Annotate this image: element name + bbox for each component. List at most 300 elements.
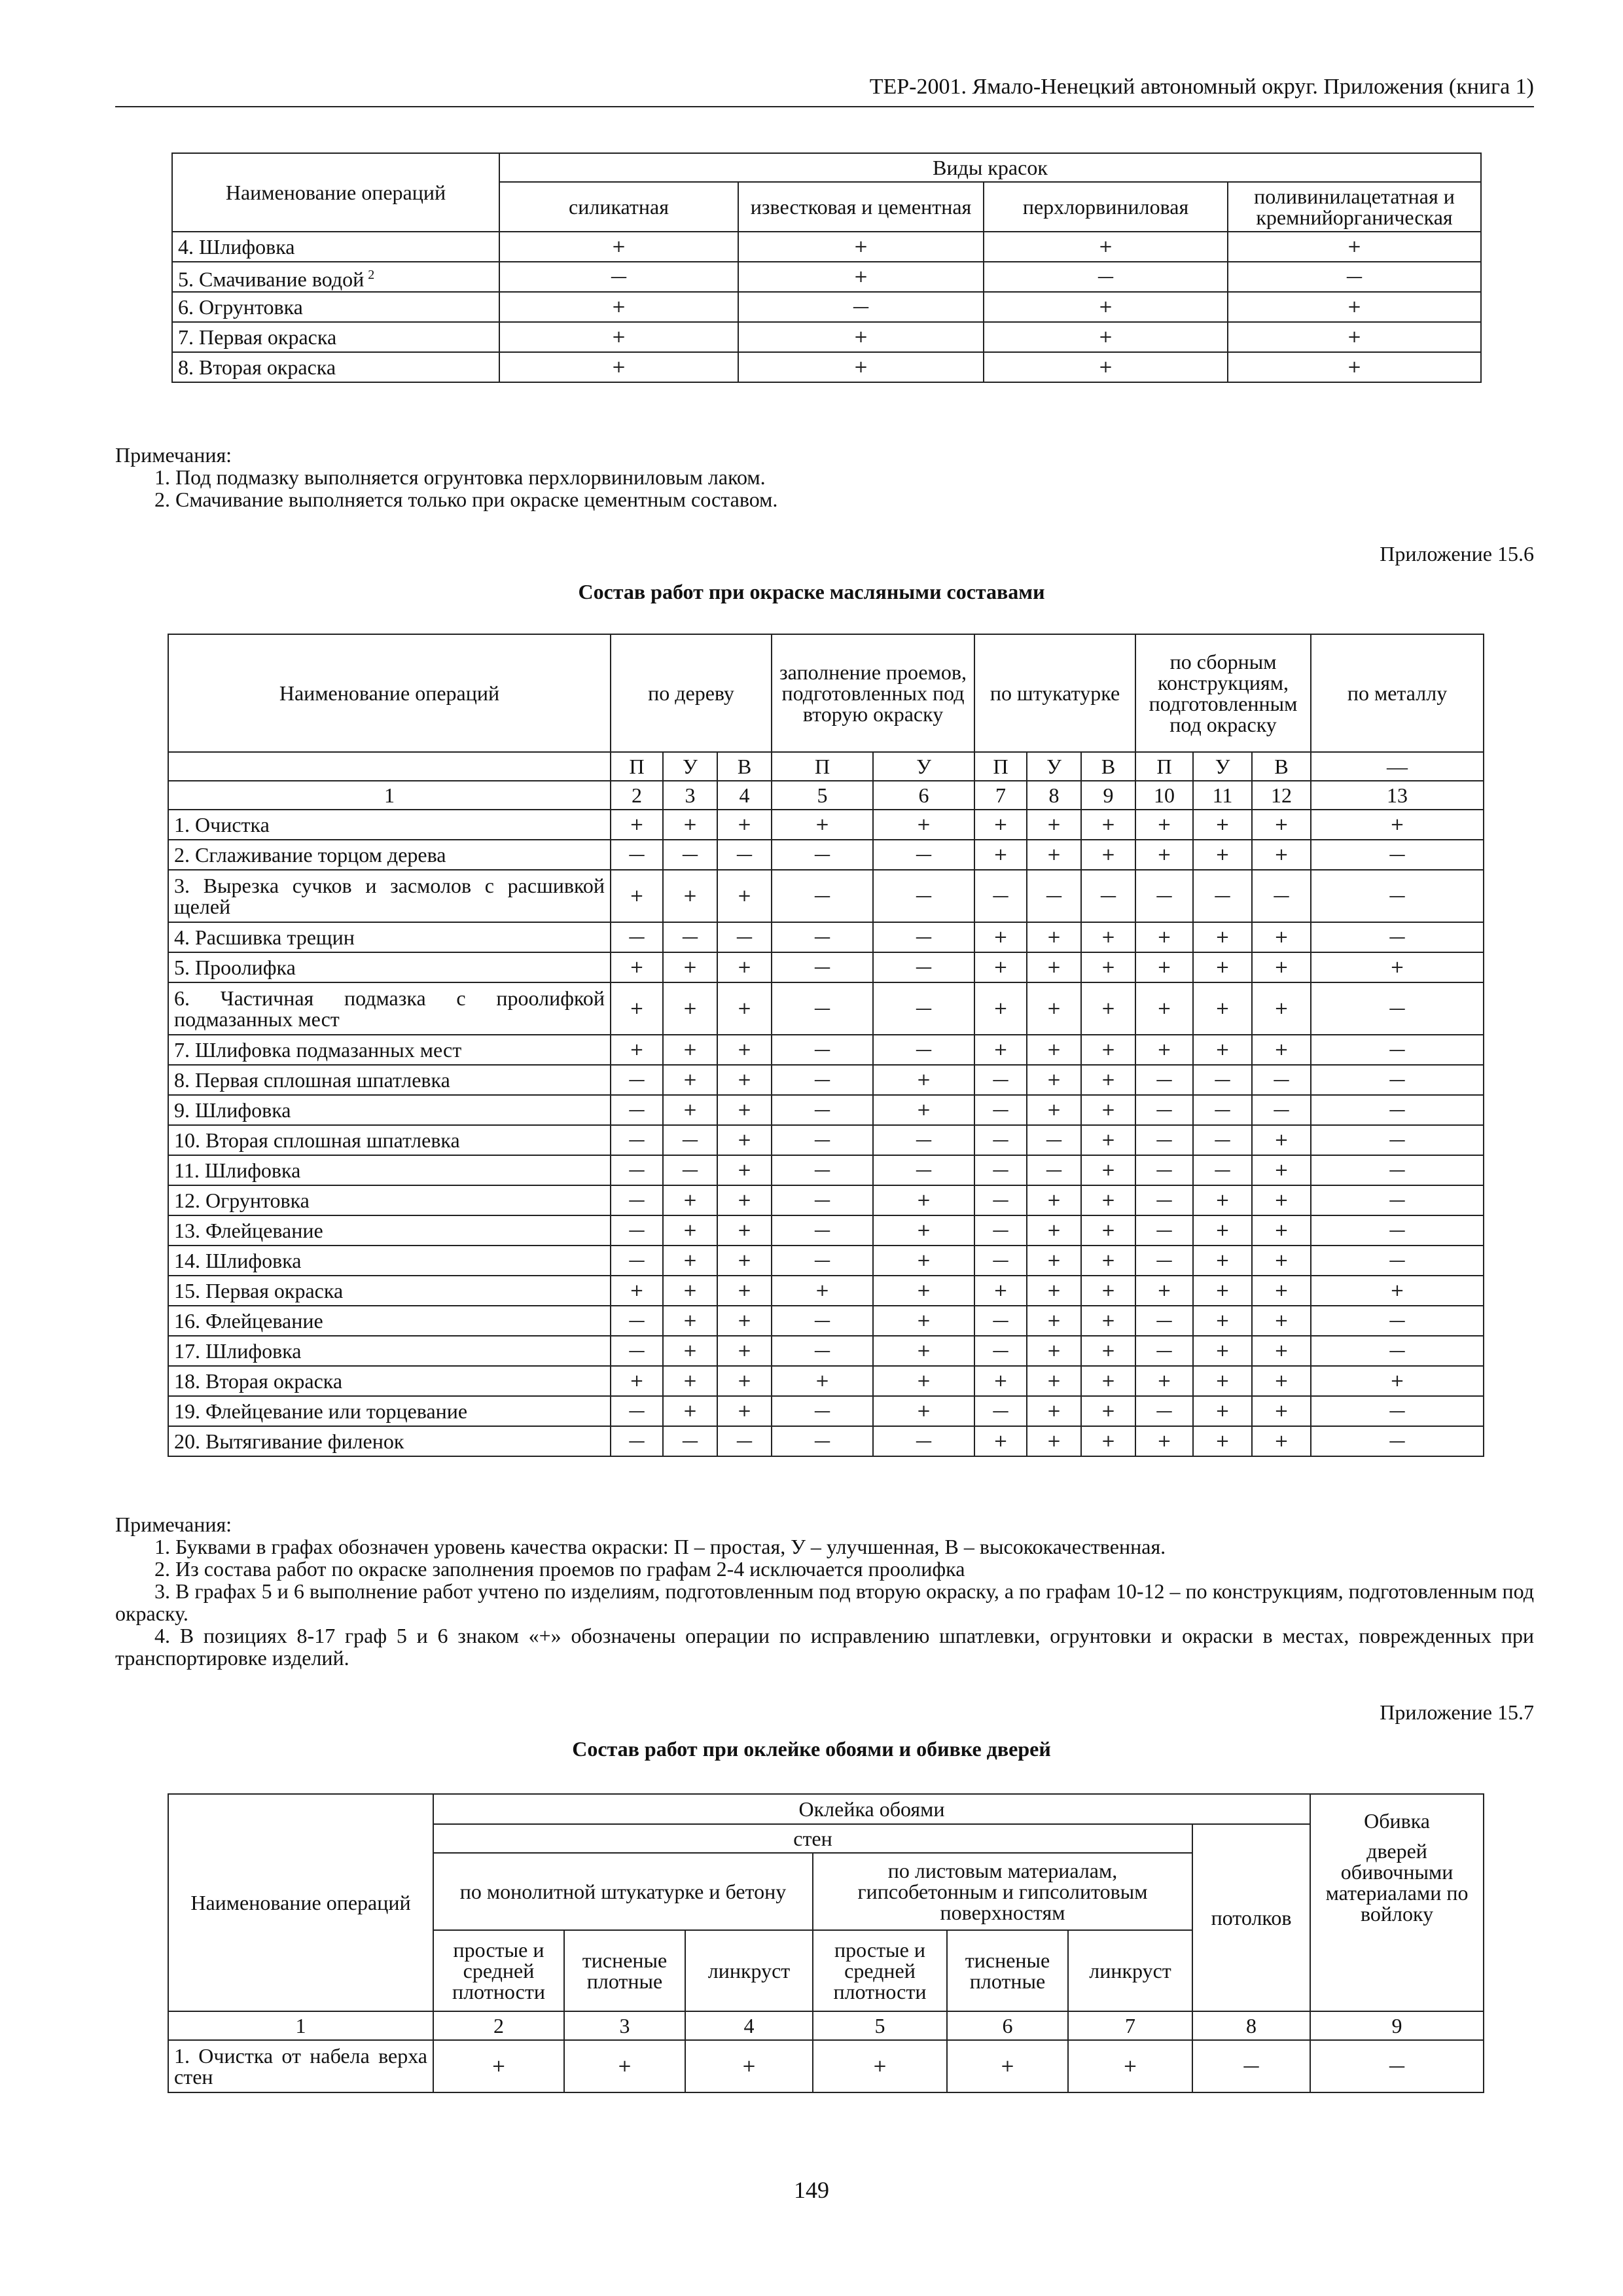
cell-mark: + xyxy=(1252,922,1311,952)
cell-mark: + xyxy=(1081,1215,1135,1246)
cell-mark: + xyxy=(738,232,984,262)
cell-mark: + xyxy=(1027,1306,1081,1336)
paint-types-table xyxy=(171,152,1482,383)
cell-mark: + xyxy=(1081,1185,1135,1215)
operation-label: 7. Первая окраска xyxy=(178,325,337,349)
paint-type-header: известковая и цементная xyxy=(738,182,984,232)
cell-mark: + xyxy=(717,1125,772,1155)
cell-mark: — xyxy=(717,922,772,952)
cell-mark: + xyxy=(1081,1336,1135,1366)
column-number: 9 xyxy=(1310,2011,1484,2040)
cell-mark: — xyxy=(1135,1306,1193,1336)
cell-mark: + xyxy=(1081,952,1135,982)
cell-mark: + xyxy=(717,1095,772,1125)
cell-mark: + xyxy=(717,1185,772,1215)
cell-mark: + xyxy=(1193,1246,1252,1276)
upholstery-text: дверей обивочными материалами по войлоку xyxy=(1325,1839,1469,1926)
cell-mark: — xyxy=(1311,1426,1484,1456)
cell-mark: + xyxy=(873,810,974,840)
column-number: 1 xyxy=(168,2011,433,2040)
cell-mark: + xyxy=(611,952,663,982)
operation-name: 13. Флейцевание xyxy=(168,1215,611,1246)
cell-mark: + xyxy=(1228,352,1481,382)
cell-mark: — xyxy=(772,1155,873,1185)
cell-mark: + xyxy=(717,952,772,982)
cell-mark: — xyxy=(663,1125,717,1155)
cell-mark: + xyxy=(1135,1426,1193,1456)
quality-letter: В xyxy=(1252,752,1311,781)
table-row xyxy=(168,1155,1484,1185)
cell-mark: — xyxy=(772,922,873,952)
operation-name: 15. Первая окраска xyxy=(168,1276,611,1306)
cell-mark: + xyxy=(717,810,772,840)
cell-mark: + xyxy=(663,1215,717,1246)
cell-mark: + xyxy=(717,1366,772,1396)
cell-mark: + xyxy=(717,1246,772,1276)
cell-mark: — xyxy=(611,1065,663,1095)
note-item: 1. Под подмазку выполняется огрунтовка перхлорвиниловым лаком. xyxy=(154,465,766,489)
cell-mark: + xyxy=(1252,1155,1311,1185)
cell-mark: — xyxy=(611,1426,663,1456)
column-number: 8 xyxy=(1192,2011,1310,2040)
column-number: 10 xyxy=(1135,781,1193,810)
cell-mark: + xyxy=(1252,1035,1311,1065)
cell-mark: — xyxy=(974,1065,1027,1095)
cell-mark: — xyxy=(772,1306,873,1336)
column-number: 8 xyxy=(1027,781,1081,810)
cell-mark: — xyxy=(1311,1215,1484,1246)
section-title: Состав работ при окраске масляными составами xyxy=(578,580,1045,603)
note-item: 2. Смачивание выполняется только при окраске цементным составом. xyxy=(154,488,778,511)
cell-mark: + xyxy=(663,1035,717,1065)
cell-mark: + xyxy=(1027,1215,1081,1246)
table-row xyxy=(172,232,1481,262)
cell-mark: — xyxy=(1252,1095,1311,1125)
operation-name: 7. Шлифовка подмазанных мест xyxy=(168,1035,611,1065)
cell-mark: + xyxy=(1228,292,1481,322)
table-row xyxy=(168,1336,1484,1366)
cell-mark: + xyxy=(1228,232,1481,262)
cell-mark: + xyxy=(1027,1366,1081,1396)
cell-mark: — xyxy=(717,840,772,870)
group-header: по металлу xyxy=(1311,634,1484,752)
cell-mark: + xyxy=(1193,1185,1252,1215)
cell-mark: — xyxy=(611,840,663,870)
note-item: 1. Буквами в графах обозначен уровень качества окраски: П – простая, У – улучшенная, В – высококачественная. xyxy=(154,1535,1166,1558)
cell-mark: — xyxy=(974,1396,1027,1426)
column-number: 13 xyxy=(1311,781,1484,810)
cell-mark: — xyxy=(1135,1065,1193,1095)
cell-mark: — xyxy=(717,1426,772,1456)
cell-mark: + xyxy=(1193,922,1252,952)
upholstery-header xyxy=(1310,1794,1484,2011)
appendix-label: Приложение 15.6 xyxy=(1380,542,1534,565)
cell-mark: — xyxy=(974,870,1027,922)
cell-mark: — xyxy=(1135,1215,1193,1246)
cell-mark: — xyxy=(772,840,873,870)
operation-name: 8. Первая сплошная шпатлевка xyxy=(168,1065,611,1095)
cell-mark: — xyxy=(663,840,717,870)
cell-mark: + xyxy=(717,982,772,1035)
cell-mark: — xyxy=(1311,1095,1484,1125)
operation-name: 17. Шлифовка xyxy=(168,1336,611,1366)
cell-mark: + xyxy=(1027,810,1081,840)
operation-name: 19. Флейцевание или торцевание xyxy=(168,1396,611,1426)
cell-mark: + xyxy=(611,982,663,1035)
operation-name: 2. Сглаживание торцом дерева xyxy=(168,840,611,870)
cell-mark: — xyxy=(772,1215,873,1246)
cell-mark: — xyxy=(611,1155,663,1185)
cell-mark: + xyxy=(1252,1276,1311,1306)
operation-name: 10. Вторая сплошная шпатлевка xyxy=(168,1125,611,1155)
cell-mark: + xyxy=(974,1366,1027,1396)
ceilings-header: потолков xyxy=(1192,1824,1310,2011)
operation-name xyxy=(172,322,499,352)
table-row xyxy=(168,1065,1484,1095)
table-row xyxy=(168,1246,1484,1276)
wallpaper-group-header: Оклейка обоями xyxy=(433,1794,1310,1824)
cell-mark: — xyxy=(873,1125,974,1155)
table-row xyxy=(168,840,1484,870)
cell-mark: — xyxy=(772,982,873,1035)
cell-mark: + xyxy=(1252,1426,1311,1456)
cell-mark: + xyxy=(974,952,1027,982)
cell-mark: — xyxy=(772,1246,873,1276)
operations-header: Наименование операций xyxy=(172,153,499,232)
operation-name xyxy=(172,352,499,382)
cell-mark: — xyxy=(611,1125,663,1155)
cell-mark: + xyxy=(1252,840,1311,870)
table-row xyxy=(168,1276,1484,1306)
cell-mark: — xyxy=(1135,1185,1193,1215)
cell-mark: — xyxy=(1193,1155,1252,1185)
cell-mark: + xyxy=(717,1215,772,1246)
cell-mark: + xyxy=(717,1336,772,1366)
footnote-marker: 2 xyxy=(368,267,375,282)
operation-name: 6. Частичная подмазка с проолифкой подмазанных мест xyxy=(168,982,611,1035)
column-number: 2 xyxy=(611,781,663,810)
cell-mark: + xyxy=(1311,1276,1484,1306)
column-number: 3 xyxy=(564,2011,685,2040)
cell-mark: + xyxy=(1228,322,1481,352)
cell-mark: + xyxy=(1081,810,1135,840)
column-number: 7 xyxy=(974,781,1027,810)
cell-mark: + xyxy=(984,292,1228,322)
cell-mark: + xyxy=(433,2040,564,2092)
table-row xyxy=(168,1035,1484,1065)
cell-mark: + xyxy=(663,1396,717,1426)
cell-mark: + xyxy=(1081,1426,1135,1456)
operations-header: Наименование операций xyxy=(168,634,611,752)
operation-label: 4. Шлифовка xyxy=(178,235,295,259)
cell-mark: + xyxy=(1027,1095,1081,1125)
cell-mark: — xyxy=(1135,1155,1193,1185)
cell-mark: + xyxy=(873,1095,974,1125)
cell-mark: + xyxy=(873,1276,974,1306)
operation-name: 16. Флейцевание xyxy=(168,1306,611,1336)
paint-types-header: Виды красок xyxy=(499,153,1481,182)
cell-mark: — xyxy=(974,1215,1027,1246)
wallpaper-type-header: тисненые плотные xyxy=(947,1930,1068,2011)
column-number: 3 xyxy=(663,781,717,810)
cell-mark: — xyxy=(1311,840,1484,870)
operation-name: 4. Расшивка трещин xyxy=(168,922,611,952)
notes-block-2 xyxy=(115,1513,1534,1669)
cell-mark: + xyxy=(1193,1426,1252,1456)
cell-mark: + xyxy=(717,1396,772,1426)
cell-mark: + xyxy=(663,982,717,1035)
operation-label: 5. Смачивание водой xyxy=(178,267,365,291)
cell-mark: — xyxy=(1027,870,1081,922)
cell-mark: — xyxy=(1252,870,1311,922)
wallpaper-type-header: простые и средней плотности xyxy=(813,1930,947,2011)
cell-mark: + xyxy=(1135,922,1193,952)
cell-mark: + xyxy=(1027,1065,1081,1095)
cell-mark: — xyxy=(1193,870,1252,922)
table-row xyxy=(168,810,1484,840)
cell-mark: + xyxy=(1027,1396,1081,1426)
operation-name: 3. Вырезка сучков и засмолов с расшивкой щелей xyxy=(168,870,611,922)
operation-name: 5. Проолифка xyxy=(168,952,611,982)
table-row xyxy=(172,352,1481,382)
cell-mark: + xyxy=(1193,1215,1252,1246)
notes-heading: Примечания: xyxy=(115,443,232,467)
table-row xyxy=(168,1215,1484,1246)
cell-mark: — xyxy=(1311,1065,1484,1095)
cell-mark: + xyxy=(1311,952,1484,982)
cell-mark: + xyxy=(873,1396,974,1426)
cell-mark: + xyxy=(1252,1125,1311,1155)
operation-name: 1. Очистка от набела верха стен xyxy=(168,2040,433,2092)
cell-mark: — xyxy=(873,952,974,982)
notes-heading: Примечания: xyxy=(115,1513,232,1536)
cell-mark: — xyxy=(1135,1336,1193,1366)
group-header: по сборным конструкциям, подготовленным под окраску xyxy=(1135,634,1311,752)
cell-mark: — xyxy=(974,1155,1027,1185)
quality-letter: В xyxy=(1081,752,1135,781)
cell-mark: + xyxy=(738,322,984,352)
wallpaper-type-header: линкруст xyxy=(1068,1930,1192,2011)
cell-mark: — xyxy=(974,1246,1027,1276)
cell-mark: + xyxy=(663,1095,717,1125)
cell-mark: — xyxy=(873,1155,974,1185)
cell-mark: + xyxy=(717,1306,772,1336)
cell-mark: + xyxy=(611,810,663,840)
cell-mark: — xyxy=(984,262,1228,292)
upholstery-title: Обивка xyxy=(1364,1809,1430,1833)
cell-mark: — xyxy=(974,1095,1027,1125)
cell-mark: — xyxy=(1027,1125,1081,1155)
cell-mark: + xyxy=(1252,1306,1311,1336)
monolithic-subheader: по монолитной штукатурке и бетону xyxy=(433,1853,813,1930)
cell-mark: — xyxy=(1135,1125,1193,1155)
table-row xyxy=(168,922,1484,952)
table-row xyxy=(168,2040,1484,2092)
cell-mark: + xyxy=(611,1366,663,1396)
quality-letter: П xyxy=(974,752,1027,781)
cell-mark: + xyxy=(663,952,717,982)
cell-mark: — xyxy=(1310,2040,1484,2092)
operation-name xyxy=(172,232,499,262)
cell-mark: + xyxy=(1135,810,1193,840)
operation-label: 8. Вторая окраска xyxy=(178,355,336,379)
cell-mark: + xyxy=(611,870,663,922)
cell-mark: — xyxy=(738,292,984,322)
section-title: Состав работ при оклейке обоями и обивке дверей xyxy=(572,1737,1051,1761)
cell-mark: — xyxy=(663,1426,717,1456)
cell-mark: + xyxy=(1135,1366,1193,1396)
operation-name: 18. Вторая окраска xyxy=(168,1366,611,1396)
cell-mark: + xyxy=(1252,1185,1311,1215)
quality-letter: П xyxy=(611,752,663,781)
cell-mark: + xyxy=(564,2040,685,2092)
cell-mark: + xyxy=(974,1276,1027,1306)
table-row xyxy=(168,1125,1484,1155)
cell-mark: + xyxy=(1081,1035,1135,1065)
cell-mark: + xyxy=(873,1246,974,1276)
cell-mark: — xyxy=(1311,982,1484,1035)
cell-mark: + xyxy=(663,870,717,922)
cell-mark: — xyxy=(1193,1095,1252,1125)
operation-name xyxy=(172,262,499,292)
cell-mark: — xyxy=(1135,870,1193,922)
cell-mark: + xyxy=(1252,1246,1311,1276)
cell-mark: + xyxy=(717,1035,772,1065)
quality-letter: П xyxy=(772,752,873,781)
operation-label: 6. Огрунтовка xyxy=(178,295,303,319)
cell-mark: — xyxy=(772,1035,873,1065)
note-item: 3. В графах 5 и 6 выполнение работ учтено по изделиям, подготовленным под вторую окраску, а по графам 10-12 – по конструкциям, подготовленным под окраску. xyxy=(115,1579,1534,1625)
cell-mark: + xyxy=(1252,1366,1311,1396)
cell-mark: — xyxy=(1135,1246,1193,1276)
cell-mark: — xyxy=(611,1396,663,1426)
cell-mark: — xyxy=(1135,1396,1193,1426)
cell-mark: + xyxy=(717,1065,772,1095)
cell-mark: — xyxy=(1311,1185,1484,1215)
cell-mark: + xyxy=(873,1065,974,1095)
column-number: 12 xyxy=(1252,781,1311,810)
table-row xyxy=(168,1095,1484,1125)
cell-mark: + xyxy=(1027,1336,1081,1366)
cell-mark: + xyxy=(738,262,984,292)
paint-type-header: силикатная xyxy=(499,182,738,232)
cell-mark: + xyxy=(717,870,772,922)
cell-mark: + xyxy=(1252,1336,1311,1366)
cell-mark: — xyxy=(772,1336,873,1366)
cell-mark: + xyxy=(1081,1396,1135,1426)
cell-mark: — xyxy=(974,1125,1027,1155)
cell-mark: + xyxy=(974,840,1027,870)
cell-mark: + xyxy=(974,1426,1027,1456)
table-row xyxy=(168,870,1484,922)
cell-mark: — xyxy=(611,1336,663,1366)
quality-letter: — xyxy=(1311,752,1484,781)
operation-name: 1. Очистка xyxy=(168,810,611,840)
cell-mark: + xyxy=(947,2040,1068,2092)
cell-mark: + xyxy=(1081,1276,1135,1306)
cell-mark: + xyxy=(984,352,1228,382)
operation-name: 12. Огрунтовка xyxy=(168,1185,611,1215)
cell-mark: + xyxy=(1081,1065,1135,1095)
cell-mark: + xyxy=(1252,952,1311,982)
group-header: заполнение проемов, подготовленных под вторую окраску xyxy=(772,634,974,752)
operation-name: 14. Шлифовка xyxy=(168,1246,611,1276)
running-header: ТЕР-2001. Ямало-Ненецкий автономный округ. Приложения (книга 1) xyxy=(115,73,1534,107)
quality-letter: У xyxy=(873,752,974,781)
group-header: по дереву xyxy=(611,634,772,752)
quality-letter: У xyxy=(1027,752,1081,781)
cell-mark: — xyxy=(974,1185,1027,1215)
operation-name: 11. Шлифовка xyxy=(168,1155,611,1185)
cell-mark: — xyxy=(772,1125,873,1155)
cell-mark: + xyxy=(1081,922,1135,952)
cell-mark: + xyxy=(1135,1276,1193,1306)
cell-mark: — xyxy=(1311,1306,1484,1336)
cell-mark: + xyxy=(499,322,738,352)
cell-mark: — xyxy=(1311,1155,1484,1185)
cell-mark: — xyxy=(873,1035,974,1065)
cell-mark: — xyxy=(1192,2040,1310,2092)
cell-mark: — xyxy=(1081,870,1135,922)
cell-mark: + xyxy=(1027,982,1081,1035)
column-number: 9 xyxy=(1081,781,1135,810)
walls-header: стен xyxy=(433,1824,1192,1853)
table-row xyxy=(168,952,1484,982)
table-row xyxy=(168,982,1484,1035)
cell-mark: + xyxy=(1193,1396,1252,1426)
cell-mark: + xyxy=(1081,982,1135,1035)
cell-mark: + xyxy=(717,1276,772,1306)
cell-mark: — xyxy=(772,1396,873,1426)
group-header: по штукатурке xyxy=(974,634,1135,752)
cell-mark: + xyxy=(1311,1366,1484,1396)
cell-mark: — xyxy=(663,922,717,952)
wallpaper-table xyxy=(168,1793,1484,2093)
cell-mark: — xyxy=(499,262,738,292)
cell-mark: + xyxy=(499,232,738,262)
cell-mark: — xyxy=(1311,1336,1484,1366)
cell-mark: + xyxy=(1193,982,1252,1035)
cell-mark: + xyxy=(499,352,738,382)
quality-letter: В xyxy=(717,752,772,781)
cell-mark: + xyxy=(873,1336,974,1366)
cell-mark: + xyxy=(772,1276,873,1306)
cell-mark: + xyxy=(1081,1125,1135,1155)
cell-mark: + xyxy=(663,1336,717,1366)
paint-type-header: поливинилацетатная и кремнийорганическая xyxy=(1228,182,1481,232)
cell-mark: — xyxy=(772,952,873,982)
cell-mark: + xyxy=(873,1306,974,1336)
column-number: 11 xyxy=(1193,781,1252,810)
cell-mark: + xyxy=(1081,840,1135,870)
cell-mark: + xyxy=(1135,952,1193,982)
cell-mark: — xyxy=(1027,1155,1081,1185)
operation-name xyxy=(172,292,499,322)
cell-mark: + xyxy=(974,810,1027,840)
cell-mark: + xyxy=(1081,1366,1135,1396)
cell-mark: + xyxy=(1027,952,1081,982)
cell-mark: + xyxy=(611,1035,663,1065)
cell-mark: — xyxy=(1311,922,1484,952)
cell-mark: + xyxy=(1311,810,1484,840)
quality-letter: П xyxy=(1135,752,1193,781)
cell-mark: + xyxy=(974,922,1027,952)
column-number: 6 xyxy=(947,2011,1068,2040)
cell-mark: + xyxy=(1027,840,1081,870)
cell-mark: — xyxy=(1311,1246,1484,1276)
operation-name: 9. Шлифовка xyxy=(168,1095,611,1125)
column-number: 1 xyxy=(168,781,611,810)
